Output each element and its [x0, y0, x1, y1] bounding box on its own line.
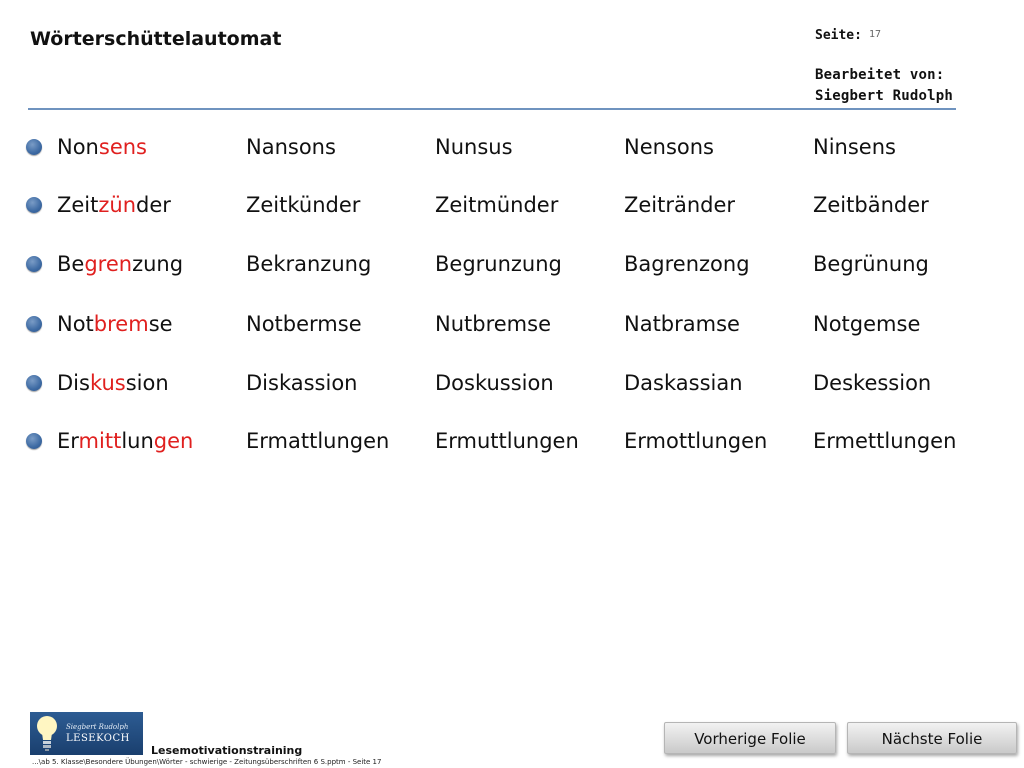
word-segment: Ermettlungen	[813, 429, 957, 453]
word-segment: Doskussion	[435, 371, 554, 395]
word-segment: Zeitbänder	[813, 193, 929, 217]
word-segment: Bagrenzong	[624, 252, 750, 276]
variant-word	[624, 132, 714, 162]
target-word	[57, 249, 183, 279]
logo-brand: LESEKOCH	[66, 733, 130, 744]
word-segment: Begrunzung	[435, 252, 562, 276]
highlighted-syllable: kus	[89, 371, 126, 395]
word-row	[0, 132, 1024, 162]
word-segment: Not	[57, 312, 94, 336]
footer-file-path: ...\ab 5. Klasse\Besondere Übungen\Wörter - schwierige - Zeitungsüberschriften 6 S.pptm - Seite 17	[32, 758, 382, 766]
word-segment: Diskassion	[246, 371, 358, 395]
highlighted-syllable: brem	[93, 312, 149, 336]
word-segment: Er	[57, 429, 79, 453]
highlighted-syllable: sens	[98, 135, 147, 159]
word-segment: se	[148, 312, 173, 336]
word-segment: zung	[132, 252, 184, 276]
word-segment: Deskession	[813, 371, 932, 395]
word-segment: Natbramse	[624, 312, 740, 336]
word-segment: sion	[125, 371, 169, 395]
bullet-icon[interactable]	[26, 256, 42, 272]
word-row	[0, 190, 1024, 220]
word-segment: Zeitränder	[624, 193, 736, 217]
variant-word	[246, 132, 336, 162]
word-segment: Zeitmünder	[435, 193, 559, 217]
word-segment: der	[136, 193, 171, 217]
variant-word	[813, 249, 929, 279]
bullet-icon[interactable]	[26, 316, 42, 332]
word-segment: Be	[57, 252, 85, 276]
previous-slide-button[interactable]: Vorherige Folie	[664, 722, 836, 754]
page-number: 17	[869, 29, 882, 40]
variant-word	[624, 309, 740, 339]
word-segment: Ermottlungen	[624, 429, 768, 453]
header-divider	[28, 108, 956, 110]
bullet-icon[interactable]	[26, 433, 42, 449]
word-row	[0, 249, 1024, 279]
variant-word	[435, 249, 562, 279]
target-word	[57, 309, 173, 339]
variant-word	[246, 190, 360, 220]
word-segment: Ermuttlungen	[435, 429, 579, 453]
page-label: Seite:	[815, 28, 862, 43]
word-row	[0, 309, 1024, 339]
variant-word	[246, 426, 389, 456]
word-segment: Notgemse	[813, 312, 921, 336]
word-segment: Zeit	[57, 193, 99, 217]
variant-word	[435, 426, 579, 456]
word-segment: Notbermse	[246, 312, 362, 336]
variant-word	[813, 426, 956, 456]
highlighted-syllable: gen	[153, 429, 194, 453]
variant-word	[246, 309, 362, 339]
word-segment: Ermattlungen	[246, 429, 390, 453]
next-slide-button[interactable]: Nächste Folie	[847, 722, 1017, 754]
variant-word	[624, 368, 743, 398]
logo-author: Siegbert Rudolph	[66, 723, 129, 731]
bullet-icon[interactable]	[26, 375, 42, 391]
bullet-icon[interactable]	[26, 197, 42, 213]
word-segment: Bekranzung	[246, 252, 372, 276]
edited-by-label: Bearbeitet von:	[815, 67, 945, 83]
word-segment: Ninsens	[813, 135, 896, 159]
word-segment: Nunsus	[435, 135, 513, 159]
variant-word	[624, 249, 750, 279]
variant-word	[813, 309, 920, 339]
word-row	[0, 368, 1024, 398]
word-segment: Nensons	[624, 135, 714, 159]
variant-word	[624, 426, 767, 456]
light-bulb-icon	[34, 714, 60, 752]
word-segment: Nutbremse	[435, 312, 551, 336]
lesekoch-logo	[30, 712, 143, 755]
variant-word	[813, 368, 931, 398]
highlighted-syllable: gren	[84, 252, 133, 276]
variant-word	[624, 190, 735, 220]
variant-word	[435, 309, 551, 339]
word-segment: Zeitkünder	[246, 193, 361, 217]
word-segment: Begrünung	[813, 252, 929, 276]
page-title: Wörterschüttelautomat	[30, 28, 282, 50]
author-name: Siegbert Rudolph	[815, 88, 954, 104]
word-segment: Dis	[57, 371, 90, 395]
highlighted-syllable: mitt	[78, 429, 122, 453]
variant-word	[813, 132, 896, 162]
target-word	[57, 190, 171, 220]
footer-title: Lesemotivationstraining	[151, 744, 303, 757]
variant-word	[435, 190, 558, 220]
variant-word	[813, 190, 929, 220]
variant-word	[246, 249, 371, 279]
variant-word	[435, 132, 513, 162]
target-word	[57, 132, 147, 162]
word-segment: Nansons	[246, 135, 336, 159]
word-segment: Daskassian	[624, 371, 743, 395]
target-word	[57, 368, 169, 398]
word-segment: Non	[57, 135, 99, 159]
bullet-icon[interactable]	[26, 139, 42, 155]
highlighted-syllable: zün	[98, 193, 137, 217]
word-segment: lun	[121, 429, 154, 453]
word-row	[0, 426, 1024, 456]
variant-word	[435, 368, 554, 398]
target-word	[57, 426, 193, 456]
variant-word	[246, 368, 357, 398]
